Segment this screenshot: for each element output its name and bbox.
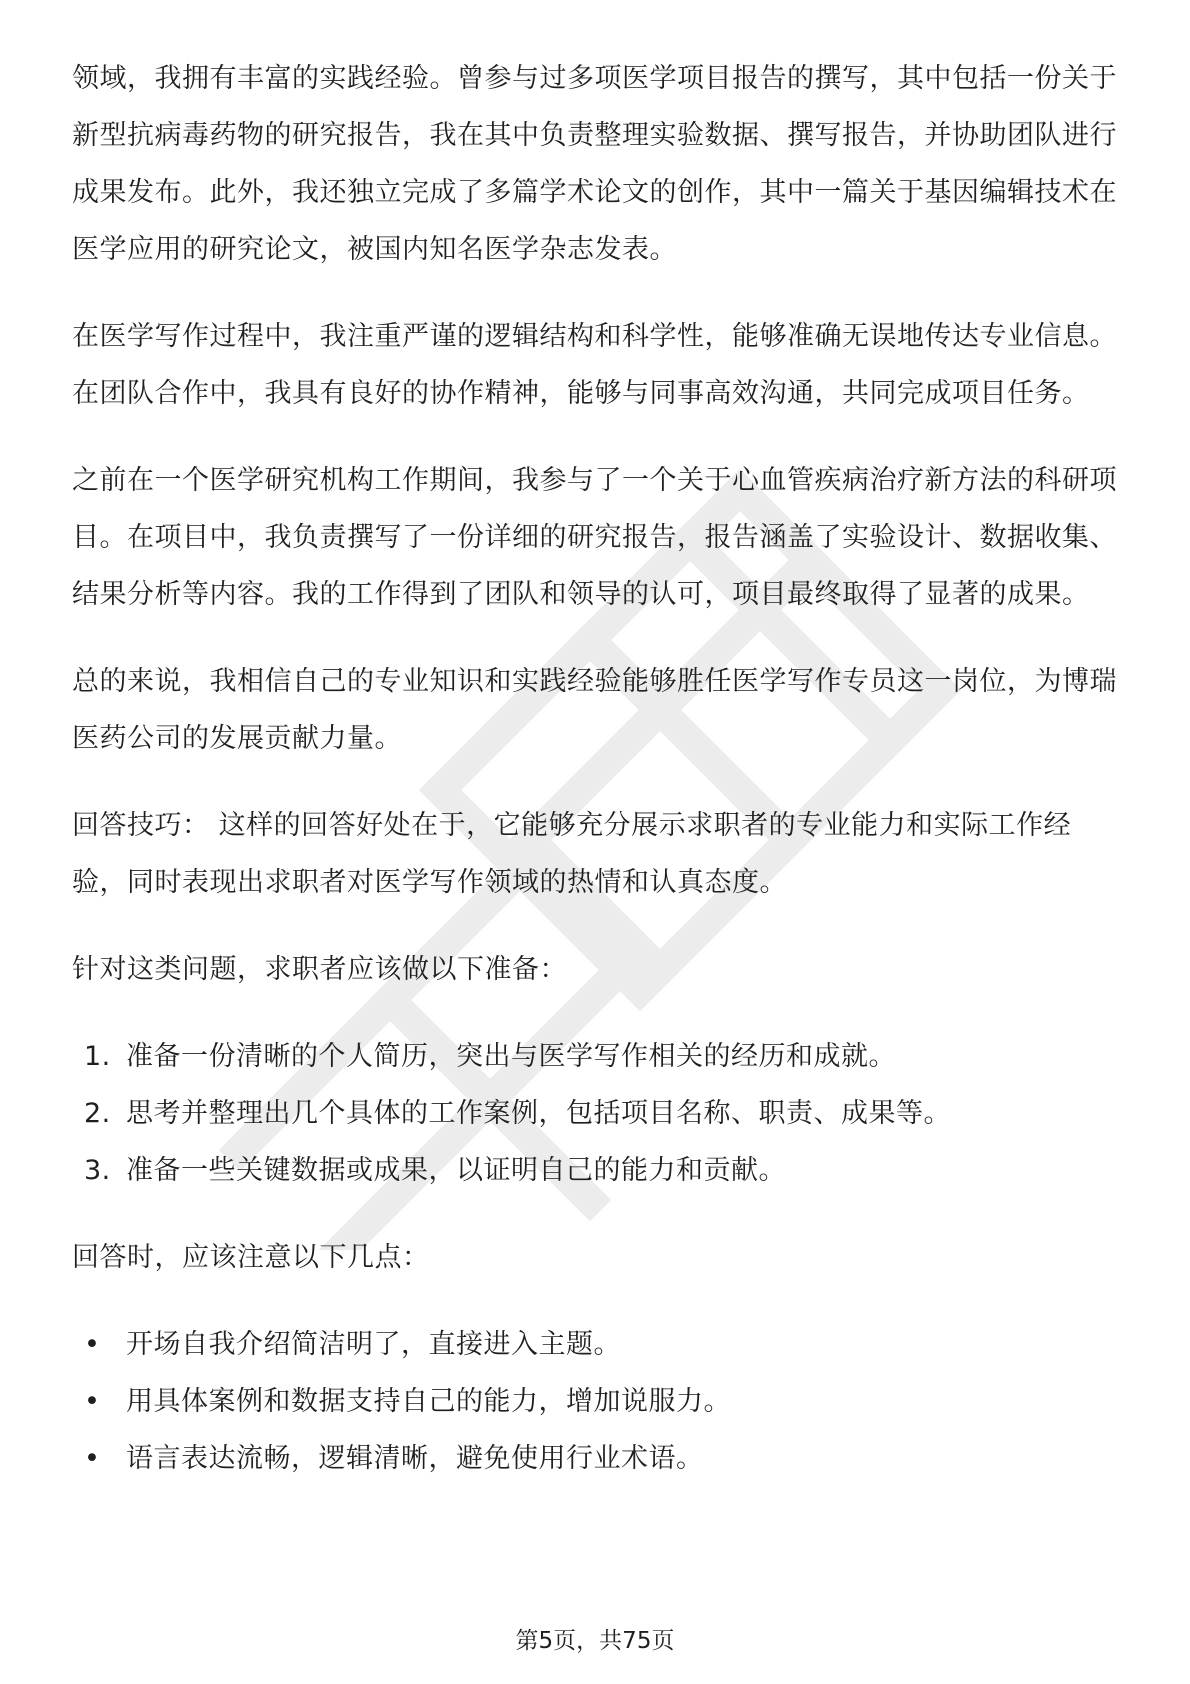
- page-number-footer: 第5页，共75页: [515, 1628, 675, 1654]
- list-item: [72, 1085, 1122, 1142]
- list-item-text: 准备一份清晰的个人简历，突出与医学写作相关的经历和成就。: [126, 1041, 896, 1072]
- paragraph-experience: 领域，我拥有丰富的实践经验。曾参与过多项医学项目报告的撰写，其中包括一份关于新型抗病毒药物的研究报告，我在其中负责整理实验数据、撰写报告，并协助团队进行成果发布。此外，我还独立完成了多篇学术论文的创作，其中一篇关于基因编辑技术在医学应用的研究论文，被国内知名医学杂志发表。: [72, 63, 1117, 265]
- list-item-text: 思考并整理出几个具体的工作案例，包括项目名称、职责、成果等。: [126, 1098, 951, 1129]
- bullet-icon: •: [84, 1329, 101, 1360]
- list-item: [72, 1316, 1122, 1373]
- list-number: 3.: [84, 1155, 111, 1186]
- paragraph-summary: 总的来说，我相信自己的专业知识和实践经验能够胜任医学写作专员这一岗位，为博瑞医药公司的发展贡献力量。: [72, 666, 1117, 754]
- list-item: [72, 1028, 1122, 1085]
- list-number: 2.: [84, 1098, 111, 1129]
- list-item-text: 用具体案例和数据支持自己的能力，增加说服力。: [126, 1386, 731, 1417]
- prep-list: [72, 1028, 1122, 1199]
- list-item: [72, 1373, 1122, 1430]
- list-item: [72, 1430, 1122, 1487]
- paragraph-notes-intro: 回答时，应该注意以下几点：: [72, 1242, 430, 1273]
- list-item-text: 语言表达流畅，逻辑清晰，避免使用行业术语。: [126, 1443, 704, 1474]
- list-item-text: 开场自我介绍简洁明了，直接进入主题。: [126, 1329, 621, 1360]
- paragraph-answer-tips: 回答技巧： 这样的回答好处在于，它能够充分展示求职者的专业能力和实际工作经验，同时表现出求职者对医学写作领域的热情和认真态度。: [72, 810, 1072, 898]
- paragraph-previous-work: 之前在一个医学研究机构工作期间，我参与了一个关于心血管疾病治疗新方法的科研项目。在项目中，我负责撰写了一份详细的研究报告，报告涵盖了实验设计、数据收集、结果分析等内容。我的工作得到了团队和领导的认可，项目最终取得了显著的成果。: [72, 465, 1117, 610]
- list-number: 1.: [84, 1041, 111, 1072]
- document-page: [72, 50, 1122, 1517]
- paragraph-prep-intro: 针对这类问题，求职者应该做以下准备：: [72, 954, 567, 985]
- paragraph-writing-style: 在医学写作过程中，我注重严谨的逻辑结构和科学性，能够准确无误地传达专业信息。在团队合作中，我具有良好的协作精神，能够与同事高效沟通，共同完成项目任务。: [72, 321, 1117, 409]
- bullet-icon: •: [84, 1386, 101, 1417]
- notes-list: [72, 1316, 1122, 1487]
- bullet-icon: •: [84, 1443, 101, 1474]
- list-item: [72, 1142, 1122, 1199]
- list-item-text: 准备一些关键数据或成果，以证明自己的能力和贡献。: [126, 1155, 786, 1186]
